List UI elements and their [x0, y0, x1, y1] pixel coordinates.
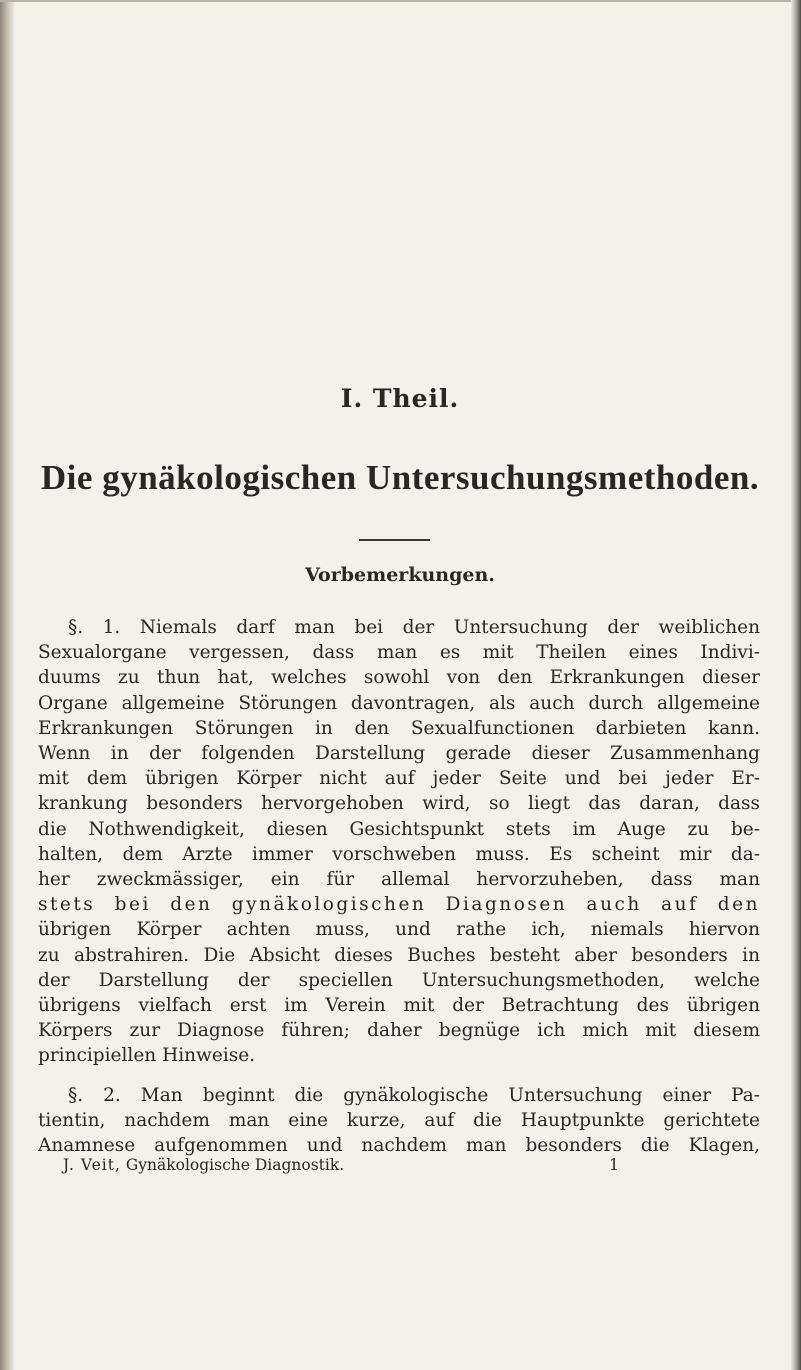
- text-line: Organe allgemeine Störungen davontragen, als auch durch allgemeine: [38, 692, 760, 714]
- text-line: die Nothwendigkeit, diesen Gesichtspunkt stets im Auge zu be-: [38, 818, 760, 840]
- text-line: zu abstrahiren. Die Absicht dieses Buches besteht aber besonders in: [38, 944, 760, 966]
- signature-mark: 1: [609, 1156, 619, 1174]
- text-line: her zweckmässiger, ein für allemal hervorzuheben, dass man: [38, 869, 760, 891]
- footer-work-title: Gynäkologische Diagnostik.: [125, 1156, 345, 1174]
- footer-author: J. Veit,: [63, 1156, 121, 1174]
- footer-citation: [63, 1156, 344, 1174]
- chapter-title: Die gynäkologischen Untersuchungsmethoden.: [40, 458, 760, 497]
- text-line: Anamnese aufgenommen und nachdem man besonders die Klagen,: [38, 1135, 760, 1157]
- text-line: Körpers zur Diagnose führen; daher begnüge ich mich mit diesem: [38, 1020, 760, 1042]
- section-subheading: Vorbemerkungen.: [305, 564, 495, 586]
- text-line: Sexualorgane vergessen, dass man es mit Theilen eines Indivi-: [38, 642, 760, 664]
- paragraph-1: [38, 615, 760, 1069]
- text-line: duums zu thun hat, welches sowohl von den Erkrankungen dieser: [38, 667, 760, 689]
- page-footer: [63, 1156, 619, 1174]
- book-spine-shadow: [0, 0, 14, 1370]
- text-line-emphasis: stets bei den gynäkologischen Diagnosen auch auf den: [38, 894, 760, 916]
- book-page: [30, 0, 770, 1370]
- paragraph-2: [38, 1083, 760, 1159]
- page-right-edge: [791, 0, 801, 1370]
- text-line: halten, dem Arzte immer vorschweben muss. Es scheint mir da-: [38, 843, 760, 865]
- text-line: krankung besonders hervorgehoben wird, so liegt das daran, dass: [38, 793, 760, 815]
- text-line: übrigens vielfach erst im Verein mit der Betrachtung des übrigen: [38, 995, 760, 1017]
- text-line: Wenn in der folgenden Darstellung gerade dieser Zusammenhang: [38, 743, 760, 765]
- text-line: Erkrankungen Störungen in den Sexualfunctionen darbieten kann.: [38, 717, 760, 739]
- text-line: tientin, nachdem man eine kurze, auf die Hauptpunkte gerichtete: [38, 1110, 760, 1132]
- text-line: §. 2. Man beginnt die gynäkologische Untersuchung einer Pa-: [68, 1085, 760, 1106]
- text-line: übrigen Körper achten muss, und rathe ich, niemals hiervon: [38, 919, 760, 941]
- text-line: der Darstellung der speciellen Untersuchungsmethoden, welche: [38, 969, 760, 991]
- part-heading: I. Theil.: [340, 384, 460, 413]
- text-line: principiellen Hinweise.: [38, 1045, 256, 1067]
- text-line: mit dem übrigen Körper nicht auf jeder Seite und bei jeder Er-: [38, 768, 760, 790]
- text-line: §. 1. Niemals darf man bei der Untersuchung der weiblichen: [68, 617, 760, 638]
- title-divider: [359, 539, 430, 541]
